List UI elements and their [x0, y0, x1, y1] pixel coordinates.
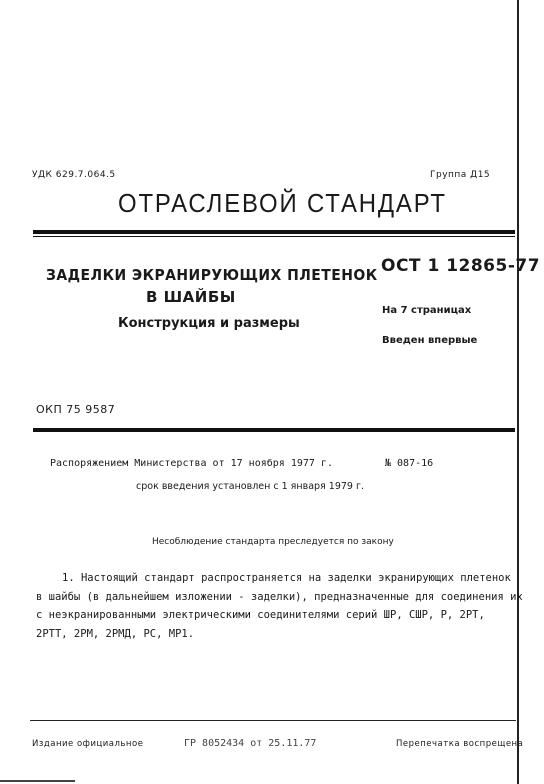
- standard-code: ОСТ 1 12865-77: [381, 256, 541, 276]
- standard-subtitle: Конструкция и размеры: [118, 316, 300, 331]
- footer-reprint-notice: Перепечатка воспрещена: [396, 739, 524, 749]
- legal-notice: Несоблюдение стандарта преследуется по закону: [152, 537, 394, 547]
- standard-title-line2: В ШАЙБЫ: [146, 288, 236, 306]
- paragraph-line4: 2РТТ, 2РМ, 2РМД, РС, МР1.: [36, 628, 195, 640]
- document-main-title: ОТРАСЛЕВОЙ СТАНДАРТ: [118, 188, 447, 218]
- header-thin-rule: [33, 236, 515, 237]
- paragraph-line1: 1. Настоящий стандарт распространяется на заделки экранирующих плетенок: [62, 572, 511, 584]
- footer-registration: ГР 8052434 от 25.11.77: [184, 738, 317, 749]
- order-number: № 087-16: [385, 458, 434, 469]
- okp-code: ОКП 75 9587: [36, 403, 116, 416]
- footer-rule: [30, 720, 516, 721]
- section-heavy-rule: [33, 428, 515, 432]
- udk-code: УДК 629.7.064.5: [32, 170, 116, 180]
- scan-edge-bottom: [0, 780, 75, 782]
- page-count: На 7 страницах: [382, 305, 472, 316]
- footer-official-edition: Издание официальное: [32, 739, 144, 749]
- effective-date: срок введения установлен с 1 января 1979 г.: [136, 481, 364, 492]
- order-text: Распоряжением Министерства от 17 ноября 1977 г.: [50, 458, 333, 469]
- header-heavy-rule: [33, 230, 515, 234]
- paragraph-line2: в шайбы (в дальнейшем изложении - заделки), предназначенные для соединения их: [36, 591, 523, 603]
- scan-edge-right: [517, 0, 519, 784]
- paragraph-line3: с неэкранированными электрическими соединителями серий ШР, СШР, Р, 2РТ,: [36, 609, 485, 621]
- group-code: Группа Д15: [430, 170, 491, 180]
- standard-title-line1: ЗАДЕЛКИ ЭКРАНИРУЮЩИХ ПЛЕТЕНОК: [46, 266, 378, 284]
- introduced-note: Введен впервые: [382, 335, 478, 346]
